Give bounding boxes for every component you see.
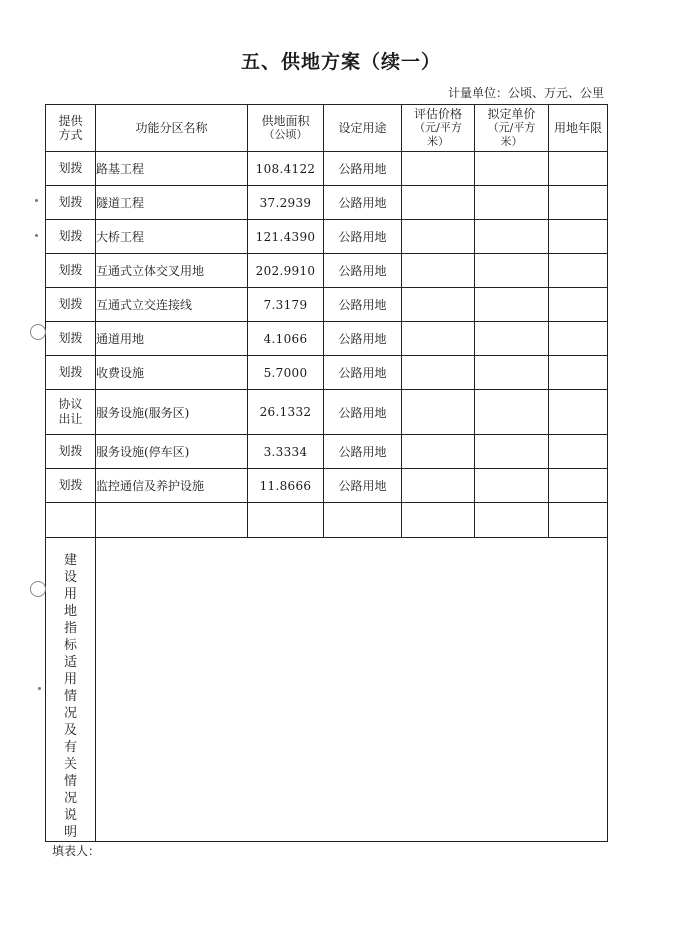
- cell-price: [402, 220, 475, 254]
- cell-mode: 划拨: [46, 322, 96, 356]
- header-area-label: 供地面积: [261, 114, 310, 128]
- cell-use: 公路用地: [324, 152, 402, 186]
- cell-area: 202.9910: [248, 254, 324, 288]
- cell-years: [549, 356, 608, 390]
- note-label: 建设用地指标适用情况及有关情况说明: [63, 553, 77, 840]
- cell-mode: 协议出让: [46, 390, 96, 435]
- cell-years: [549, 254, 608, 288]
- cell-mode: [46, 503, 96, 538]
- cell-price: [402, 503, 475, 538]
- cell-unit-price: [475, 322, 549, 356]
- cell-area: 11.8666: [248, 469, 324, 503]
- cell-price: [402, 390, 475, 435]
- cell-mode: 划拨: [46, 288, 96, 322]
- cell-use: 公路用地: [324, 390, 402, 435]
- cell-price: [402, 186, 475, 220]
- table-row: [46, 288, 608, 322]
- cell-mode: 划拨: [46, 469, 96, 503]
- header-unit-price-label: 拟定单价: [487, 107, 536, 121]
- header-row: [46, 105, 608, 152]
- table-row: [46, 356, 608, 390]
- cell-price: [402, 254, 475, 288]
- table-row: [46, 390, 608, 435]
- cell-unit-price: [475, 288, 549, 322]
- cell-area: 37.2939: [248, 186, 324, 220]
- cell-name: 路基工程: [96, 152, 248, 186]
- cell-years: [549, 152, 608, 186]
- cell-price: [402, 322, 475, 356]
- cell-area: 26.1332: [248, 390, 324, 435]
- header-mode: 提供方式: [46, 105, 96, 152]
- cell-name: 大桥工程: [96, 220, 248, 254]
- cell-unit-price: [475, 356, 549, 390]
- note-row: [46, 538, 608, 842]
- table-row-empty: [46, 503, 608, 538]
- scan-speck-icon: [35, 234, 38, 237]
- cell-unit-price: [475, 390, 549, 435]
- cell-area: [248, 503, 324, 538]
- cell-area: 121.4390: [248, 220, 324, 254]
- punch-hole-icon: [30, 324, 46, 340]
- cell-use: 公路用地: [324, 322, 402, 356]
- cell-unit-price: [475, 220, 549, 254]
- cell-unit-price: [475, 186, 549, 220]
- table-row: [46, 435, 608, 469]
- cell-mode: 划拨: [46, 435, 96, 469]
- header-years: 用地年限: [549, 105, 608, 152]
- cell-area: 4.1066: [248, 322, 324, 356]
- cell-mode: 划拨: [46, 152, 96, 186]
- cell-years: [549, 390, 608, 435]
- unit-note: 计量单位：公顷、万元、公里: [447, 86, 604, 100]
- cell-unit-price: [475, 254, 549, 288]
- header-price-label: 评估价格: [413, 107, 462, 121]
- note-label-cell: [46, 538, 96, 842]
- table-row: [46, 469, 608, 503]
- cell-years: [549, 503, 608, 538]
- cell-area: 108.4122: [248, 152, 324, 186]
- cell-price: [402, 152, 475, 186]
- cell-name: 服务设施(停车区): [96, 435, 248, 469]
- cell-unit-price: [475, 503, 549, 538]
- cell-years: [549, 469, 608, 503]
- cell-name: 隧道工程: [96, 186, 248, 220]
- cell-area: 7.3179: [248, 288, 324, 322]
- cell-name: 通道用地: [96, 322, 248, 356]
- scan-speck-icon: [38, 687, 41, 690]
- cell-unit-price: [475, 469, 549, 503]
- table-row: [46, 322, 608, 356]
- header-price-unit: （元/平方米）: [414, 121, 462, 148]
- scan-speck-icon: [35, 199, 38, 202]
- cell-mode: 划拨: [46, 220, 96, 254]
- cell-price: [402, 288, 475, 322]
- cell-use: 公路用地: [324, 254, 402, 288]
- table-row: [46, 152, 608, 186]
- cell-years: [549, 322, 608, 356]
- header-area: [248, 105, 324, 152]
- header-unit-price-unit: （元/平方米）: [487, 121, 536, 148]
- cell-use: 公路用地: [324, 220, 402, 254]
- cell-name: 监控通信及养护设施: [96, 469, 248, 503]
- cell-name: 收费设施: [96, 356, 248, 390]
- table-row: [46, 254, 608, 288]
- page-title: 五、供地方案（续一）: [240, 51, 441, 73]
- header-area-unit: （公顷）: [263, 128, 308, 141]
- table-row: [46, 220, 608, 254]
- table-row: [46, 186, 608, 220]
- header-name: 功能分区名称: [96, 105, 248, 152]
- cell-area: 3.3334: [248, 435, 324, 469]
- cell-mode: 划拨: [46, 254, 96, 288]
- cell-use: 公路用地: [324, 186, 402, 220]
- cell-unit-price: [475, 435, 549, 469]
- header-use: 设定用途: [324, 105, 402, 152]
- cell-price: [402, 356, 475, 390]
- land-supply-table: [45, 104, 608, 842]
- header-unit-price: [475, 105, 549, 152]
- cell-use: [324, 503, 402, 538]
- cell-use: 公路用地: [324, 435, 402, 469]
- cell-use: 公路用地: [324, 356, 402, 390]
- cell-years: [549, 435, 608, 469]
- cell-mode: 划拨: [46, 356, 96, 390]
- cell-use: 公路用地: [324, 288, 402, 322]
- cell-name: [96, 503, 248, 538]
- cell-mode: 划拨: [46, 186, 96, 220]
- cell-name: 互通式立体交叉用地: [96, 254, 248, 288]
- note-content-cell: [96, 538, 608, 842]
- cell-price: [402, 435, 475, 469]
- punch-hole-icon: [30, 581, 46, 597]
- header-price: [402, 105, 475, 152]
- filler-label: 填表人：: [52, 844, 101, 858]
- cell-years: [549, 220, 608, 254]
- cell-name: 互通式立交连接线: [96, 288, 248, 322]
- cell-name: 服务设施(服务区): [96, 390, 248, 435]
- cell-unit-price: [475, 152, 549, 186]
- cell-use: 公路用地: [324, 469, 402, 503]
- cell-years: [549, 186, 608, 220]
- cell-years: [549, 288, 608, 322]
- cell-price: [402, 469, 475, 503]
- cell-area: 5.7000: [248, 356, 324, 390]
